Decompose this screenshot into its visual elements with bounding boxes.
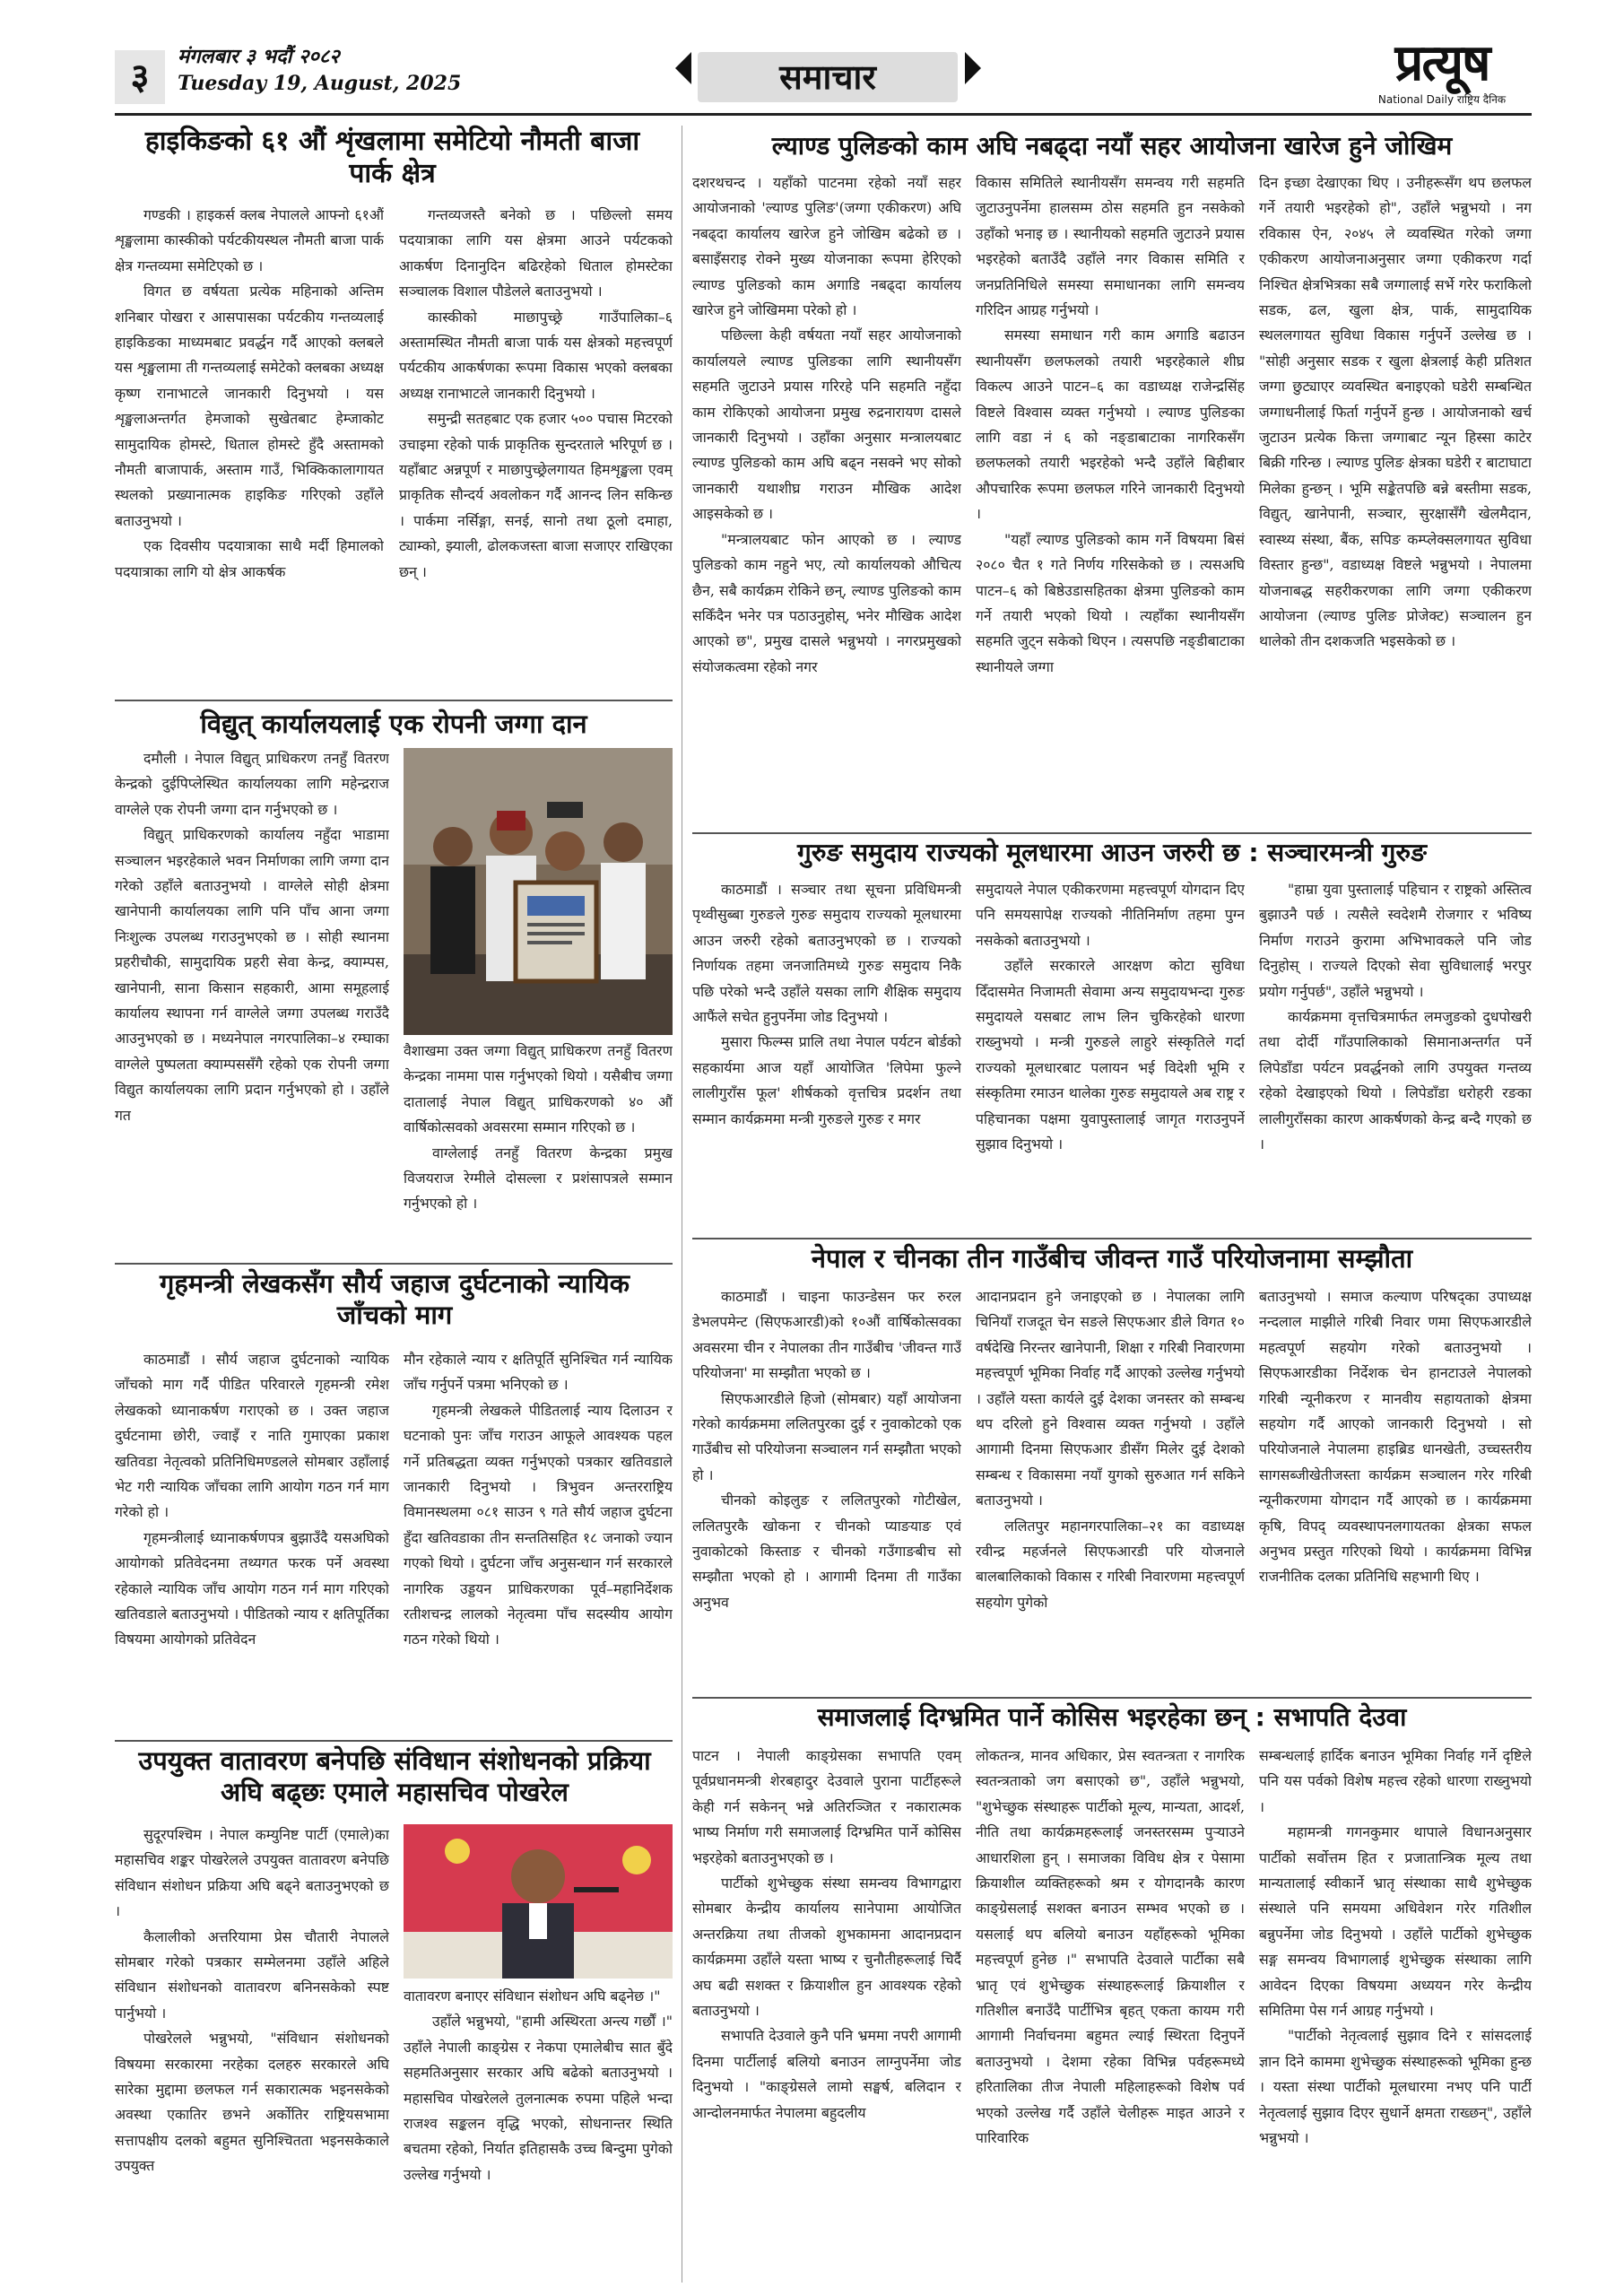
section-rule bbox=[692, 1697, 1532, 1699]
paragraph: पाटन । नेपाली काङ्ग्रेसका सभापति एवम् पूर्वप्रधानमन्त्री शेरबहादुर देउवाले पुराना पार्टीहरूले केही गर्न सकेनन् भन्ने अतिरञ्जित र नकारात्मक भाष्य निर्माण गरी समाजलाई दिग्भ्रमित पार्ने कोसिस भइरहेको बताउनुभएको छ । bbox=[692, 1747, 961, 1866]
land-headline: विद्युत् कार्यालयलाई एक रोपनी जग्गा दान bbox=[200, 709, 587, 739]
paragraph: आदानप्रदान हुने जनाइएको छ । नेपालका लागि चिनियाँ राजदूत चेन सङले सिएफआर डीले विगत १० वर्षदेखि निरन्तर खानेपानी, शिक्षा र गरिबी निवारणमा महत्त्वपूर्ण भूमिका निर्वाह गर्दै आएको उल्लेख गर्नुभयो । उहाँले यस्ता कार्यले दुई देशका जनस्तर को सम्बन्ध थप दरिलो हुने विश्वास व्यक्त गर्नुभयो । उहाँले आगामी दिनमा सिएफआर डीसँग मिलेर दुई देशको सम्बन्ध र विकासमा नयाँ युगको सुरुआत गर्न सकिने बताउनुभयो । bbox=[976, 1288, 1245, 1509]
land-col-1 bbox=[115, 746, 389, 1257]
congress-col-3 bbox=[1259, 1744, 1532, 2282]
paragraph: "मन्त्रालयबाट फोन आएको छ । ल्याण्ड पुलिङको काम नहुने भए, त्यो कार्यालयको औचित्य छैन, सबै कार्यक्रम रोकिने छन्, ल्याण्ड पुलिङको काम सकिँदैन भनेर पत्र पठाउनुहोस्, भनेर मौखिक आदेश आएको छ", प्रमुख दासले भन्नुभयो । नगरप्रमुखको संयोजकत्वमा रहेको नगर bbox=[692, 530, 961, 675]
ceremony-image bbox=[404, 748, 673, 1035]
paragraph: काठमाडौं । सञ्चार तथा सूचना प्रविधिमन्त्री पृथ्वीसुब्बा गुरुङले गुरुङ समुदाय राज्यको मूलधारमा आउन जरुरी रहेको बताउनुभएको छ । राज्यको निर्णायक तहमा जनजातिमध्ये गुरुङ समुदाय निकै पछि परेको भन्दै उहाँले यसका लागि शैक्षिक समुदाय आफैंले सचेत हुनुपर्नेमा जोड दिनुभयो । bbox=[692, 881, 961, 1026]
paragraph: गण्डकी । हाइकर्स क्लब नेपालले आफ्नो ६१औं शृङ्खलामा कास्कीको पर्यटकीयस्थल नौमती बाजा पार्क क्षेत्र गन्तव्यमा समेटिएको छ । bbox=[115, 206, 384, 274]
hiking-col-1 bbox=[115, 203, 384, 660]
uml-caption bbox=[404, 1984, 673, 2280]
newspaper-logo bbox=[1352, 34, 1532, 115]
paragraph: कार्यक्रममा वृत्तचित्रमार्फत लमजुङको दुधपोखरी तथा दोर्दी गाँउपालिकाको सिमानाअन्तर्गत पर्ने लिपेडाँडा पर्यटन प्रवर्द्धनको लागि उपयुक्त गन्तव्य रहेको देखाइएको थियो । लिपेडाँडा धरोहरी रङका लालीगुराँसका कारण आकर्षणको केन्द्र बन्दै गएको छ । bbox=[1259, 1008, 1532, 1153]
paragraph: कास्कीको माछापुच्छ्रे गाउँपालिका–६ अस्तामस्थित नौमती बाजा पार्क यस क्षेत्रको महत्त्वपूर्ण पर्यटकीय आकर्षणका रूपमा विकास भएको क्लबका अध्यक्ष रानाभाटले जानकारी दिनुभयो । bbox=[399, 308, 673, 402]
section-right-arrow-icon bbox=[965, 52, 981, 84]
paragraph: सिएफआरडीले हिजो (सोमबार) यहाँ आयोजना गरेको कार्यक्रममा ललितपुरका दुई र नुवाकोटको एक गाउँबीच सो परियोजना सञ्चालन गर्न सम्झौता भएको हो । bbox=[692, 1389, 961, 1483]
paragraph: मुसारा फिल्म्स प्रालि तथा नेपाल पर्यटन बोर्डको सहकार्यमा आज यहाँ आयोजित 'लिपेमा फुल्ने लालीगुराँस फूल' शीर्षकको वृत्तचित्र प्रदर्शन तथा सम्मान कार्यक्रममा मन्त्री गुरुङले गुरुङ र मगर bbox=[692, 1033, 961, 1127]
date-english: Tuesday 19, August, 2025 bbox=[178, 72, 462, 95]
paragraph: समस्या समाधान गरी काम अगाडि बढाउन स्थानीयसँग छलफलको तयारी भइरहेकाले शीघ्र विकल्प आउने पाटन–६ का वडाध्यक्ष राजेन्द्रसिंह विष्टले विश्वास व्यक्त गर्नुभयो । ल्याण्ड पुलिङका लागि वडा नं ६ को नङ्डाबाटाका नागरिकसँग छलफलको तयारी भइरहेको भन्दै उहाँले बिहीबार औपचारिक रूपमा छलफल गरिने जानकारी दिनुभयो । bbox=[976, 326, 1245, 523]
uml-col-1 bbox=[115, 1822, 389, 2280]
congress-headline: समाजलाई दिग्भ्रमित पार्ने कोसिस भइरहेका छन् : सभापति देउवा bbox=[817, 1702, 1407, 1732]
paragraph: एक दिवसीय पदयात्राका साथै मर्दी हिमालको पदयात्राका लागि यो क्षेत्र आकर्षक bbox=[115, 537, 384, 580]
plane-headline: गृहमन्त्री लेखकसँग सौर्य जहाज दुर्घटनाको न्यायिक जाँचको माग bbox=[160, 1268, 630, 1330]
paragraph: ललितपुर महानगरपालिका–२१ का वडाध्यक्ष रवीन्द्र महर्जनले सिएफआरडी परि योजनाले बालबालिकाको विकास र गरिबी निवारणमा महत्त्वपूर्ण सहयोग पुगेको bbox=[976, 1517, 1245, 1611]
caption-text: वातावरण बनाएर संविधान संशोधन अघि बढ्नेछ ।" bbox=[404, 1987, 661, 2005]
paragraph: काठमाडौं । चाइना फाउन्डेसन फर रुरल डेभलपमेन्ट (सिएफआरडी)को १०औं वार्षिकोत्सवका अवसरमा चीन र नेपालका तीन गाउँबीच 'जीवन्त गाउँ परियोजना' मा सम्झौता भएको छ । bbox=[692, 1288, 961, 1382]
section-title: समाचार bbox=[698, 52, 958, 102]
paragraph: सभापति देउवाले कुनै पनि भ्रममा नपरी आगामी दिनमा पार्टीलाई बलियो बनाउन लाग्नुपर्नेमा जोड दिनुभयो । "काङ्ग्रेसले लामो सङ्घर्ष, बलिदान र आन्दोलनमार्फत नेपालमा बहुदलीय bbox=[692, 2027, 961, 2121]
gurung-col-3 bbox=[1259, 877, 1532, 1231]
section-rule bbox=[115, 700, 673, 701]
land-donation-photo bbox=[404, 748, 673, 1035]
caption-text: उहाँले भन्नुभयो, "हामी अस्थिरता अन्त्य गर्छौं ।" उहाँले नेपाली काङ्ग्रेस र नेकपा एमालेबीच सात बुँदे सहमतिअनुसार सरकार अघि बढेको बताउनुभयो । महासचिव पोखरेलले तुलनात्मक रुपमा पहिले भन्दा राजश्व सङ्कलन वृद्धि भएको, सोधनान्तर स्थिति बचतमा रहेको, निर्यात इतिहासकै उच्च बिन्दुमा पुगेको उल्लेख गर्नुभयो । bbox=[404, 2013, 673, 2183]
paragraph: समुन्द्री सतहबाट एक हजार ५०० पचास मिटरको उचाइमा रहेको पार्क प्राकृतिक सुन्दरताले भरिपूर्ण छ । यहाँबाट अन्नपूर्ण र माछापुच्छ्रेलगायत हिमशृङ्खला एवम् प्राकृतिक सौन्दर्य अवलोकन गर्दै आनन्द लिन सकिन्छ । पार्कमा नर्सिङ्गा, सनई, सानो तथा ठूलो दमाहा, ट्याम्को, झ्याली, ढोलकजस्ता बाजा सजाएर राखिएका छन् । bbox=[399, 410, 673, 580]
congress-col-2 bbox=[976, 1744, 1245, 2282]
gurung-col-2 bbox=[976, 877, 1245, 1231]
land-caption bbox=[404, 1039, 673, 1263]
paragraph: मौन रहेकाले न्याय र क्षतिपूर्ति सुनिश्चित गर्न न्यायिक जाँच गर्नुपर्ने पत्रमा भनिएको छ । bbox=[404, 1351, 673, 1394]
paragraph: विगत छ वर्षयता प्रत्येक महिनाको अन्तिम शनिबार पोखरा र आसपासका पर्यटकीय गन्तव्यलाई हाइकिङका माध्यमबाट प्रवर्द्धन गर्दै आएको क्लबले यस शृङ्खलामा ती गन्तव्यलाई समेटेको क्लबका अध्यक्ष कृष्ण रानाभाटले जानकारी दिनुभयो । यस शृङ्खलाअन्तर्गत हेमजाको सुखेतबाट हेम्जाकोट सामुदायिक होमस्टे, धिताल होमस्टे हुँदै अस्तामको नौमती बाजापार्क, अस्ताम गाउँ, भिक्किकालागायत स्थलको प्रख्यानात्मक हाइकिङ गरिएको उहाँले बताउनुभयो । bbox=[115, 283, 384, 529]
landpool-col-1 bbox=[692, 170, 961, 825]
gurung-col-1 bbox=[692, 877, 961, 1231]
paragraph: लोकतन्त्र, मानव अधिकार, प्रेस स्वतन्त्रता र नागरिक स्वतन्त्रताको जग बसाएको छ", उहाँले भन्नुभयो, "शुभेच्छुक संस्थाहरू पार्टीको मूल्य, मान्यता, आदर्श, नीति तथा कार्यक्रमहरूलाई जनस्तरसम्म पुऱ्याउने आधारशिला हुन् । समाजका विविध क्षेत्र र पेसामा क्रियाशील व्यक्तिहरूको श्रम र योगदानकै कारण काङ्ग्रेसलाई सशक्त बनाउन सम्भव भएको छ । यसलाई थप बलियो बनाउन यहाँहरूको भूमिका महत्त्वपूर्ण हुनेछ ।" सभापति देउवाले पार्टीका सबै भ्रातृ एवं शुभेच्छुक संस्थाहरूलाई क्रियाशील र गतिशील बनाउँदै पार्टीभित्र बृहत् एकता कायम गरी आगामी निर्वाचनमा बहुमत ल्याई स्थिरता दिनुपर्ने बताउनुभयो । देशमा रहेका विभिन्न पर्वहरूमध्ये हरितालिका तीज नेपाली महिलाहरूको विशेष पर्व भएको उल्लेख गर्दै उहाँले चेलीहरू माइत आउने र पारिवारिक bbox=[976, 1747, 1245, 2147]
paragraph: कैलालीको अत्तरियामा प्रेस चौतारी नेपालले सोमबार गरेको पत्रकार सम्मेलनमा उहाँले अहिले संविधान संशोधनको वातावरण बनिनसकेको स्पष्ट पार्नुभयो । bbox=[115, 1927, 389, 2022]
section-rule bbox=[115, 1263, 673, 1265]
china-col-3 bbox=[1259, 1284, 1532, 1688]
paragraph: चीनको कोइलुङ र ललितपुरको गोटीखेल, ललितपुरकै खोकना र चीनको प्याङयाङ एवं नुवाकोटको किस्ताङ र चीनको गउँगाङबीच सो सम्झौता भएको हो । आगामी दिनमा ती गाउँका अनुभव bbox=[692, 1492, 961, 1611]
paragraph: गृहमन्त्रीलाई ध्यानाकर्षणपत्र बुझाउँदै यसअघिको आयोगको प्रतिवेदनमा तथ्यगत फरक पर्ने अवस्था रहेकाले न्यायिक जाँच आयोग गठन गर्न माग गरिएको खतिवडाले बताउनुभयो । पीडितको न्याय र क्षतिपूर्तिका विषयमा आयोगको प्रतिवेदन bbox=[115, 1528, 389, 1648]
paragraph: दशरथचन्द । यहाँको पाटनमा रहेको नयाँ सहर आयोजनाको 'ल्याण्ड पुलिङ'(जग्गा एकीकरण) अघि नबढ्दा कार्यालय खारेज हुने जोखिम बढेको छ । बसाइँसराइ रोक्ने मुख्य योजनाका रूपमा हेरिएको ल्याण्ड पुलिङको काम अगाडि नबढ्दा कार्यालय खारेज हुने जोखिममा परेको हो । bbox=[692, 174, 961, 319]
congress-col-1 bbox=[692, 1744, 961, 2282]
paragraph: काठमाडौं । सौर्य जहाज दुर्घटनाको न्यायिक जाँचको माग गर्दै पीडित परिवारले गृहमन्त्री रमेश लेखकको ध्यानाकर्षण गराएको छ । उक्त जहाज दुर्घटनामा छोरी, ज्वाइँ र नाति गुमाएका प्रकाश खतिवडा नेतृत्वको प्रतिनिधिमण्डलले सोमबार उहाँलाई भेट गरी न्यायिक जाँचका लागि आयोग गठन गर्न माग गरेको हो । bbox=[115, 1351, 389, 1521]
section-rule bbox=[692, 1238, 1532, 1239]
paragraph: विकास समितिले स्थानीयसँग समन्वय गरी सहमति जुटाउनुपर्नेमा हालसम्म ठोस सहमति हुन नसकेको उहाँको भनाइ छ । स्थानीयको सहमति जुटाउने प्रयास भइरहेको बताउँदै उहाँले नगर विकास समिति र जनप्रतिनिधिले समस्या समाधानका लागि समन्वय गरिदिन आग्रह गर्नुभयो । bbox=[976, 174, 1245, 319]
uml-headline: उपयुक्त वातावरण बनेपछि संविधान संशोधनको प्रक्रिया अघि बढ्छः एमाले महासचिव पोखरेल bbox=[138, 1745, 651, 1807]
paragraph: दिन इच्छा देखाएका थिए । उनीहरूसँग थप छलफल गर्ने तयारी भइरहेको हो", उहाँले भन्नुभयो । नग रविकास ऐन, २०४५ ले व्यवस्थित गरेको जग्गा एकीकरण आयोजनाअनुसार जग्गा एकीकरण गर्दा निश्चित क्षेत्रभित्रका सबै जग्गालाई सर्भे गरेर फराकिलो सडक, ढल, खुला क्षेत्र, पार्क, सामुदायिक स्थललगायत सुविधा विकास गर्नुपर्ने उल्लेख छ । "सोही अनुसार सडक र खुला क्षेत्रलाई केही प्रतिशत जग्गा छुट्याएर व्यवस्थित बनाइएको घडेरी सम्बन्धित जग्गाधनीलाई फिर्ता गर्नुपर्ने हुन्छ । आयोजनाको खर्च जुटाउन प्रत्येक कित्ता जग्गाबाट न्यून हिस्सा काटेर बिक्री गरिन्छ । ल्याण्ड पुलिङ क्षेत्रका घडेरी र बाटाघाटा मिलेका हुन्छन् । भूमि सङ्केतपछि बन्ने बस्तीमा सडक, विद्युत्, खानेपानी, सञ्चार, सुरक्षासँगै खेलमैदान, स्वास्थ्य संस्था, बैंक, सपिङ कम्प्लेक्सलगायत सुविधा विस्तार हुन्छ", वडाध्यक्ष विष्टले भन्नुभयो । नेपालमा योजनाबद्ध सहरीकरणका लागि जग्गा एकीकरण आयोजना (ल्याण्ड पुलिङ प्रोजेक्ट) सञ्चालन हुन थालेको तीन दशकजति भइसकेको छ । bbox=[1259, 174, 1532, 650]
section-rule bbox=[692, 832, 1532, 834]
page-header bbox=[115, 34, 1532, 115]
header-rule bbox=[115, 113, 1532, 116]
landpool-col-2 bbox=[976, 170, 1245, 825]
paragraph: पछिल्ला केही वर्षयता नयाँ सहर आयोजनाको कार्यालयले ल्याण्ड पुलिङका लागि स्थानीयसँग सहमति जुटाउने प्रयास गरिरहे पनि सहमति नहुँदा काम रोकिएको आयोजना प्रमुख रुद्रनारायण दासले जानकारी दिनुभयो । उहाँका अनुसार मन्त्रालयबाट ल्याण्ड पुलिङको काम अघि बढ्न नसक्ने भए सोको जानकारी यथाशीघ्र गराउन मौखिक आदेश आइसकेको छ । bbox=[692, 326, 961, 523]
paragraph: "हाम्रा युवा पुस्तालाई पहिचान र राष्ट्रको अस्तित्व बुझाउनै पर्छ । त्यसैले स्वदेशमै रोजगार र भविष्य निर्माण गराउने कुरामा अभिभावकले पनि जोड दिनुहोस् । राज्यले दिएको सेवा सुविधालाई भरपुर प्रयोग गर्नुपर्छ", उहाँले भन्नुभयो । bbox=[1259, 881, 1532, 1000]
paragraph: विद्युत् प्राधिकरणको कार्यालय नहुँदा भाडामा सञ्चालन भइरहेकाले भवन निर्माणका लागि जग्गा दान गरेको उहाँले बताउनुभयो । वाग्लेले सोही क्षेत्रमा खानेपानी कार्यालयका लागि पनि पाँच आना जग्गा निःशुल्क उपलब्ध गराउनुभएको छ । सोही स्थानमा प्रहरीचौकी, सामुदायिक प्रहरी सेवा केन्द्र, क्याम्पस, खानेपानी, साना किसान सहकारी, आमा समूहलाई कार्यालय स्थापना गर्न वाग्लेले जग्गा उपलब्ध गराउँदै आउनुभएको छ । मध्यनेपाल नगरपालिका–४ रम्घाका वाग्लेले पुष्पलता क्याम्पससँगै रहेको एक रोपनी जग्गा विद्युत कार्यालयका लागि प्रदान गर्नुभएको हो । उहाँले गत bbox=[115, 826, 389, 1124]
paragraph: पोखरेलले भन्नुभयो, "संविधान संशोधनको विषयमा सरकारमा नरहेका दलहरु सरकारले अघि सारेका मुद्दामा छलफल गर्न सकारात्मक भइनसकेको अवस्था एकातिर छभने अर्कोतिर राष्ट्रियसभामा सत्तापक्षीय दलको बहुमत सुनिश्चितता भइनसकेकाले उपयुक्त bbox=[115, 2030, 389, 2175]
caption-text: वाग्लेलाई तनहुँ वितरण केन्द्रका प्रमुख विजयराज रेग्मीले दोसल्ला र प्रशंसापत्रले सम्मान गर्नुभएको हो । bbox=[404, 1144, 673, 1213]
hiking-col-2 bbox=[399, 203, 673, 660]
hiking-headline: हाइकिङको ६१ औं शृंखलामा समेटियो नौमती बाजा पार्क क्षेत्र bbox=[144, 126, 640, 189]
china-headline: नेपाल र चीनका तीन गाउँबीच जीवन्त गाउँ परियोजनामा सम्झौता bbox=[811, 1243, 1413, 1274]
paragraph: महामन्त्री गगनकुमार थापाले विधानअनुसार पार्टीको सर्वोत्तम हित र प्रजातान्त्रिक मूल्य तथा मान्यतालाई स्वीकार्ने भ्रातृ संस्थाका साथै शुभेच्छुक संस्थाले पनि समयमा अधिवेशन गरेर गतिशील बन्नुपर्नेमा जोड दिनुभयो । उहाँले पार्टीको शुभेच्छुक सङ्ग समन्वय विभागलाई शुभेच्छुक संस्थाका लागि आवेदन दिएका विषयमा अध्ययन गरेर केन्द्रीय समितिमा पेस गर्न आग्रह गर्नुभयो । bbox=[1259, 1823, 1532, 2020]
date-nepali: मंगलबार ३ भदौं २०८२ bbox=[178, 45, 340, 68]
paragraph: सम्बन्धलाई हार्दिक बनाउन भूमिका निर्वाह गर्ने दृष्टिले पनि यस पर्वको विशेष महत्त्व रहेको धारणा राख्नुभयो । bbox=[1259, 1747, 1532, 1815]
landpool-col-3 bbox=[1259, 170, 1532, 825]
section-rule bbox=[115, 1740, 673, 1742]
china-col-2 bbox=[976, 1284, 1245, 1688]
china-col-1 bbox=[692, 1284, 961, 1688]
uml-leader-photo bbox=[404, 1824, 673, 1979]
paragraph: बताउनुभयो । समाज कल्याण परिषद्का उपाध्यक्ष नन्दलाल माझीले गरिबी निवार णमा सिएफआरडीले महत्वपूर्ण सहयोग गरेको बताउनुभयो । सिएफआरडीका निर्देशक चेन हानटाउले नेपालको गरिबी न्यूनीकरण र मानवीय सहायताको क्षेत्रमा सहयोग गर्दै आएको जानकारी दिनुभयो । सो परियोजनाले नेपालमा हाइब्रिड धानखेती, उच्चस्तरीय सागसब्जीखेतीजस्ता कार्यक्रम सञ्चालन गरेर गरिबी न्यूनीकरणमा योगदान गर्दै आएको छ । कार्यक्रममा कृषि, विपद् व्यवस्थापनलगायतका क्षेत्रका सफल अनुभव प्रस्तुत गरिएको थियो । कार्यक्रममा विभिन्न राजनीतिक दलका प्रतिनिधि सहभागी थिए । bbox=[1259, 1288, 1532, 1586]
landpool-headline: ल्याण्ड पुलिङको काम अघि नबढ्दा नयाँ सहर आयोजना खारेज हुने जोखिम bbox=[771, 131, 1453, 161]
plane-col-2 bbox=[404, 1347, 673, 1733]
paragraph: पार्टीको शुभेच्छुक संस्था समन्वय विभागद्वारा सोमबार केन्द्रीय कार्यालय सानेपामा आयोजित अन्तरक्रिया तथा तीजको शुभकामना आदानप्रदान कार्यक्रममा उहाँले यस्ता भाष्य र चुनौतीहरूलाई चिर्दै अघ बढी सशक्त र क्रियाशील हुन आवश्यक रहेको बताउनुभयो । bbox=[692, 1874, 961, 2020]
paragraph: गृहमन्त्री लेखकले पीडितलाई न्याय दिलाउन र घटनाको पुनः जाँच गराउन आफूले आवश्यक पहल गर्ने प्रतिबद्धता व्यक्त गर्नुभएको पत्रकार खतिवडाले जानकारी दिनुभयो । त्रिभुवन अन्तरराष्ट्रिय विमानस्थलमा ०८१ साउन ९ गते सौर्य जहाज दुर्घटना हुँदा खतिवडाका तीन सन्ततिसहित १८ जनाको ज्यान गएको थियो । दुर्घटना जाँच अनुसन्धान गर्न सरकारले नागरिक उड्डयन प्राधिकरणका पूर्व–महानिर्देशक रतीशचन्द्र लालको नेतृत्वमा पाँच सदस्यीय आयोग गठन गरेको थियो । bbox=[404, 1401, 673, 1648]
gurung-headline: गुरुङ समुदाय राज्यको मूलधारमा आउन जरुरी छ : सञ्चारमन्त्री गुरुङ bbox=[797, 838, 1427, 867]
logo-tagline: National Daily राष्ट्रिय दैनिक bbox=[1377, 93, 1507, 106]
paragraph: उहाँले सरकारले आरक्षण कोटा सुविधा दिँदासमेत निजामती सेवामा अन्य समुदायभन्दा गुरुङ समुदायले यसबाट लाभ लिन चुकिरहेको धारणा राख्नुभयो । मन्त्री गुरुङले लाहुरे संस्कृतिले गर्दा राज्यको मूलधारबाट पलायन भई विदेशी भूमि र संस्कृतिमा रमाउन थालेका गुरुङ समुदायले अब राष्ट्र र पहिचानका पक्षमा युवापुस्तालाई जागृत गराउनुपर्ने सुझाव दिनुभयो । bbox=[976, 957, 1245, 1153]
page-number: ३ bbox=[115, 50, 165, 104]
paragraph: दमौली । नेपाल विद्युत् प्राधिकरण तनहुँ वितरण केन्द्रको दुईपिप्लेस्थित कार्यालयका लागि महेन्द्रराज वाग्लेले एक रोपनी जग्गा दान गर्नुभएको छ । bbox=[115, 750, 389, 818]
date-block bbox=[178, 43, 461, 97]
section-left-arrow-icon bbox=[675, 52, 691, 84]
plane-col-1 bbox=[115, 1347, 389, 1733]
paragraph: समुदायले नेपाल एकीकरणमा महत्त्वपूर्ण योगदान दिए पनि समयसापेक्ष राज्यको नीतिनिर्माण तहमा पुग्न नसकेको बताउनुभयो । bbox=[976, 881, 1245, 949]
speaker-image bbox=[404, 1824, 673, 1979]
logo-text: प्रत्यूष bbox=[1394, 34, 1489, 92]
caption-text: वैशाखमा उक्त जग्गा विद्युत् प्राधिकरण तनहुँ वितरण केन्द्रका नाममा पास गर्नुभएको थियो । यसैबीच जग्गा दातालाई नेपाल विद्युत् प्राधिकरणको ४० औं वार्षिकोत्सवको अवसरमा सम्मान गरिएको छ । bbox=[404, 1042, 673, 1136]
paragraph: सुदूरपश्चिम । नेपाल कम्युनिष्ट पार्टी (एमाले)का महासचिव शङ्कर पोखरेलले उपयुक्त वातावरण बनेपछि संविधान संशोधन प्रक्रिया अघि बढ्ने बताउनुभएको छ । bbox=[115, 1826, 389, 1920]
paragraph: "पार्टीको नेतृत्वलाई सुझाव दिने र सांसदलाई ज्ञान दिने काममा शुभेच्छुक संस्थाहरूको भूमिका हुन्छ । यस्ता संस्था पार्टीको मूलधारमा नभए पनि पार्टी नेतृत्वलाई सुझाव दिएर सुधार्ने क्षमता राख्छन्", उहाँले भन्नुभयो । bbox=[1259, 2027, 1532, 2147]
paragraph: गन्तव्यजस्तै बनेको छ । पछिल्लो समय पदयात्राका लागि यस क्षेत्रमा आउने पर्यटकको आकर्षण दिनानुदिन बढिरहेको धिताल होमस्टेका सञ्चालक विशाल पौडेलले बताउनुभयो । bbox=[399, 206, 673, 300]
paragraph: "यहाँ ल्याण्ड पुलिङको काम गर्ने विषयमा बिसं २०८० चैत १ गते निर्णय गरिसकेको छ । त्यसअघि पाटन–६ को बिष्ठेउडासहितका क्षेत्रमा पुलिङको काम गर्ने तयारी भएको थियो । त्यहाँका स्थानीयसँग सहमति जुट्न सकेको थिएन । त्यसपछि नङ्डीबाटाका स्थानीयले जग्गा bbox=[976, 530, 1245, 675]
